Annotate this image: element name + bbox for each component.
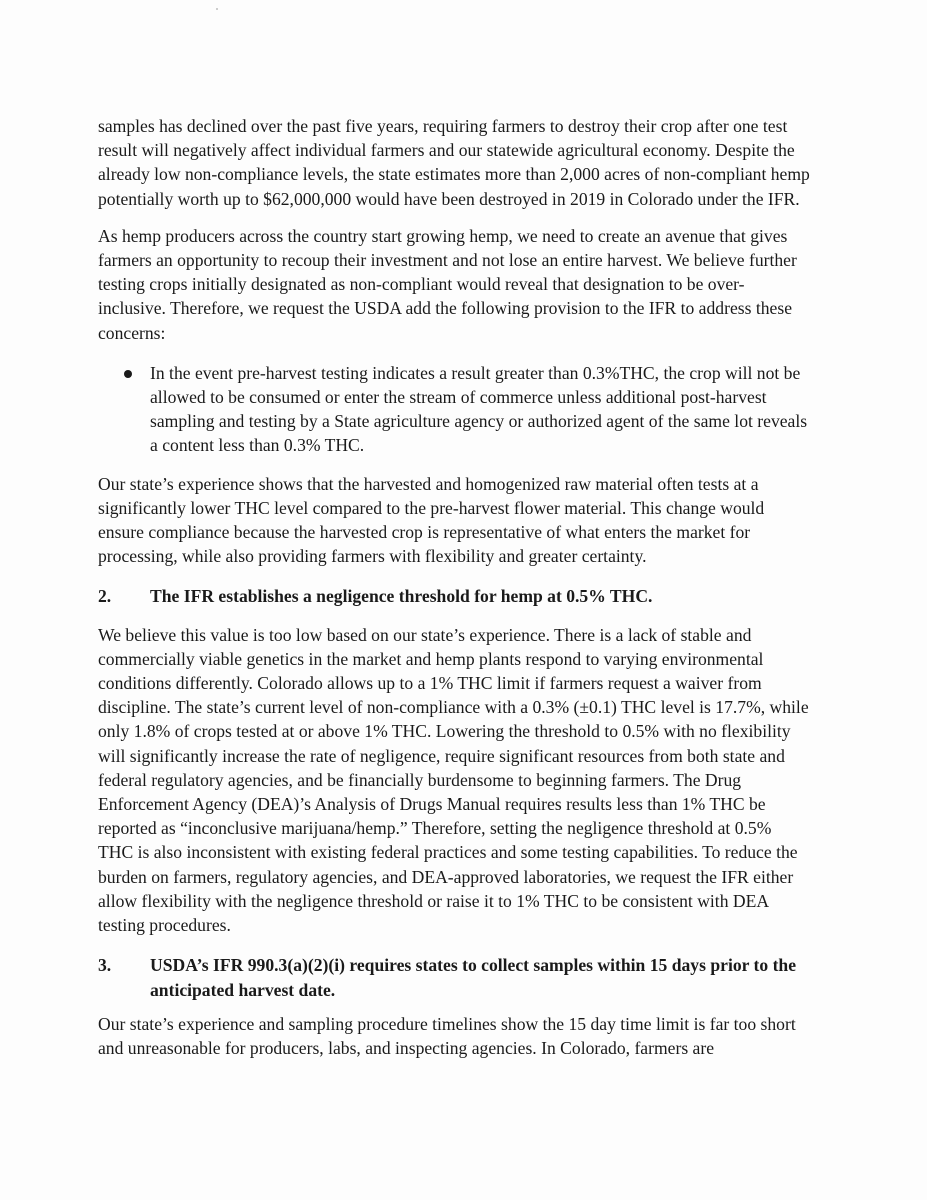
paragraph-negligence-threshold: We believe this value is too low based on our state’s experience. There is a lack of stable and commercially viable genetics in the market and hemp plants respond to varying environmental conditions differently. Colorado allows up to a 1% THC limit if farmers request a waiver from discipline. The state’s current level of non-compliance with a 0.3% (±0.1) THC level is 17.7%, while only 1.8% of crops tested at or above 1% THC. Lowering the threshold to 0.5% with no flexibility will significantly increase the rate of negligence, require significant resources from both state and federal regulatory agencies, and be financially burdensome to beginning farmers. The Drug Enforcement Agency (DEA)’s Analysis of Drugs Manual requires results less than 1% THC be reported as “inconclusive marijuana/hemp.” Therefore, setting the negligence threshold at 0.5% THC is also inconsistent with existing federal practices and some testing capabilities. To reduce the burden on farmers, regulatory agencies, and DEA-approved laboratories, we request the IFR either allow flexibility with the negligence threshold or raise it to 1% THC to be consistent with DEA testing procedures. bbox=[98, 624, 809, 936]
section-number-3: 3. bbox=[98, 955, 112, 976]
paragraph-nonjustified-1: samples has declined over the past five years, requiring farmers to destroy their crop after one test result will negatively affect individual farmers and our statewide agricultural economy. Despite the already low non-compliance levels, the state estimates more than 2,000 acres of non-compliant hemp potentially worth up to $62,000,000 would have been destroyed in 2019 in Colorado under the IFR. bbox=[98, 116, 810, 209]
paragraph-avenue-request: As hemp producers across the country start growing hemp, we need to create an avenue that gives farmers an opportunity to recoup their investment and not lose an entire harvest. We believe further testing crops initially designated as non-compliant would reveal that designation to be over-inclusive. Therefore, we request the USDA add the following provision to the IFR to address these concerns: bbox=[98, 225, 797, 343]
section-number-2: 2. bbox=[98, 586, 112, 607]
paragraph-state-experience: Our state’s experience shows that the harvested and homogenized raw material often tests at a significantly lower THC level compared to the pre-harvest flower material. This change would ensure compliance because the harvested crop is representative of what enters the market for processing, while also providing farmers with flexibility and greater certainty. bbox=[98, 473, 765, 567]
bullet-provision bbox=[98, 361, 810, 458]
bullet-dot-icon bbox=[124, 370, 132, 378]
scan-speck bbox=[216, 8, 218, 10]
section-title-3: USDA’s IFR 990.3(a)(2)(i) requires states to collect samples within 15 days prior to the anticipated harvest date. bbox=[150, 955, 797, 1000]
section-heading-2 bbox=[98, 584, 810, 608]
section-title-2: The IFR establishes a negligence threshold for hemp at 0.5% THC. bbox=[150, 586, 653, 607]
document-body bbox=[98, 114, 810, 1060]
bullet-provision-text: In the event pre-harvest testing indicates a result greater than 0.3%THC, the crop will not be allowed to be consumed or enter the stream of commerce unless additional post-harvest sampling and testing by a State agriculture agency or authorized agent of the same lot reveals a content less than 0.3% THC. bbox=[150, 362, 808, 456]
paragraph-sampling-timeline: Our state’s experience and sampling procedure timelines show the 15 day time limit is far too short and unreasonable for producers, labs, and inspecting agencies. In Colorado, farmers are bbox=[98, 1013, 796, 1058]
section-heading-3 bbox=[98, 953, 810, 1001]
